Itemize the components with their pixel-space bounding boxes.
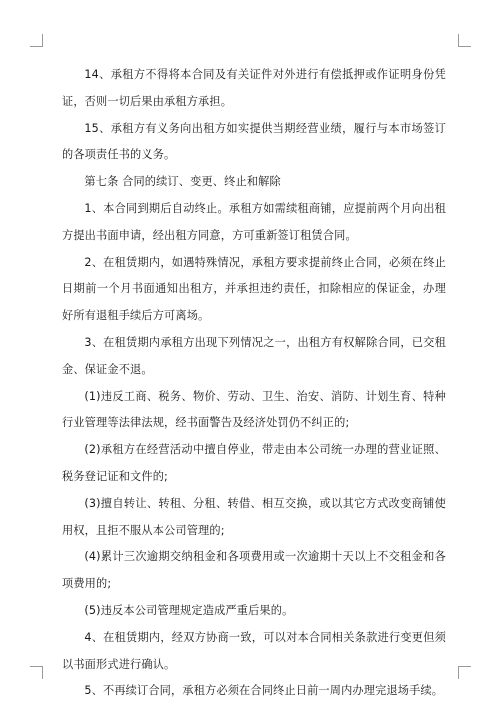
sub-item-5: (5)违反本公司管理规定造成严重后果的。 xyxy=(84,603,294,617)
article-7-item-5: 5、不再续订合同，承租方必须在合同终止日前一周内办理完退场手续。 xyxy=(84,684,444,698)
crop-mark-top-right xyxy=(458,34,471,47)
section-heading-article-7: 第七条 合同的续订、变更、终止和解除 xyxy=(84,175,281,189)
crop-mark-top-left xyxy=(30,34,43,47)
sub-item-3: (3)擅自转让、转租、分租、转借、相互交换，或以其它方式改变商铺使用权，且拒不服从本公司管理的; xyxy=(62,496,446,537)
sub-item-2: (2)承租方在经营活动中擅自停业，带走由本公司统一办理的营业证照、税务登记证和文件的; xyxy=(62,443,446,483)
article-7-item-3: 3、在租赁期内承租方出现下列情况之一，出租方有权解除合同，已交租金、保证金不退。 xyxy=(62,335,446,376)
sub-item-4: (4)累计三次逾期交纳租金和各项费用或一次逾期十天以上不交租金和各项费用的; xyxy=(62,550,446,591)
article-7-item-2: 2、在租赁期内，如遇特殊情况，承租方要求提前终止合同，必须在终止日期前一个月书面通知出租方，并承担违约责任，扣除相应的保证金，办理好所有退租手续后方可离场。 xyxy=(62,255,446,323)
document-body xyxy=(62,62,446,705)
clause-15: 15、承租方有义务向出租方如实提供当期经营业绩，履行与本市场签订的各项责任书的义务。 xyxy=(62,121,446,162)
article-7-item-1: 1、本合同到期后自动终止。承租方如需续租商铺，应提前两个月向出租方提出书面申请，经出租方同意，方可重新签订租赁合同。 xyxy=(62,201,446,242)
crop-mark-bottom-right xyxy=(458,666,471,679)
crop-mark-bottom-left xyxy=(30,666,43,679)
article-7-item-4: 4、在租赁期内，经双方协商一致，可以对本合同相关条款进行变更但须以书面形式进行确认。 xyxy=(62,630,446,671)
clause-14: 14、承租方不得将本合同及有关证件对外进行有偿抵押或作证明身份凭证，否则一切后果由承租方承担。 xyxy=(62,68,446,108)
sub-item-1: (1)违反工商、税务、物价、劳动、卫生、治安、消防、计划生育、特种行业管理等法律法规，经书面警告及经济处罚仍不纠正的; xyxy=(62,389,446,430)
